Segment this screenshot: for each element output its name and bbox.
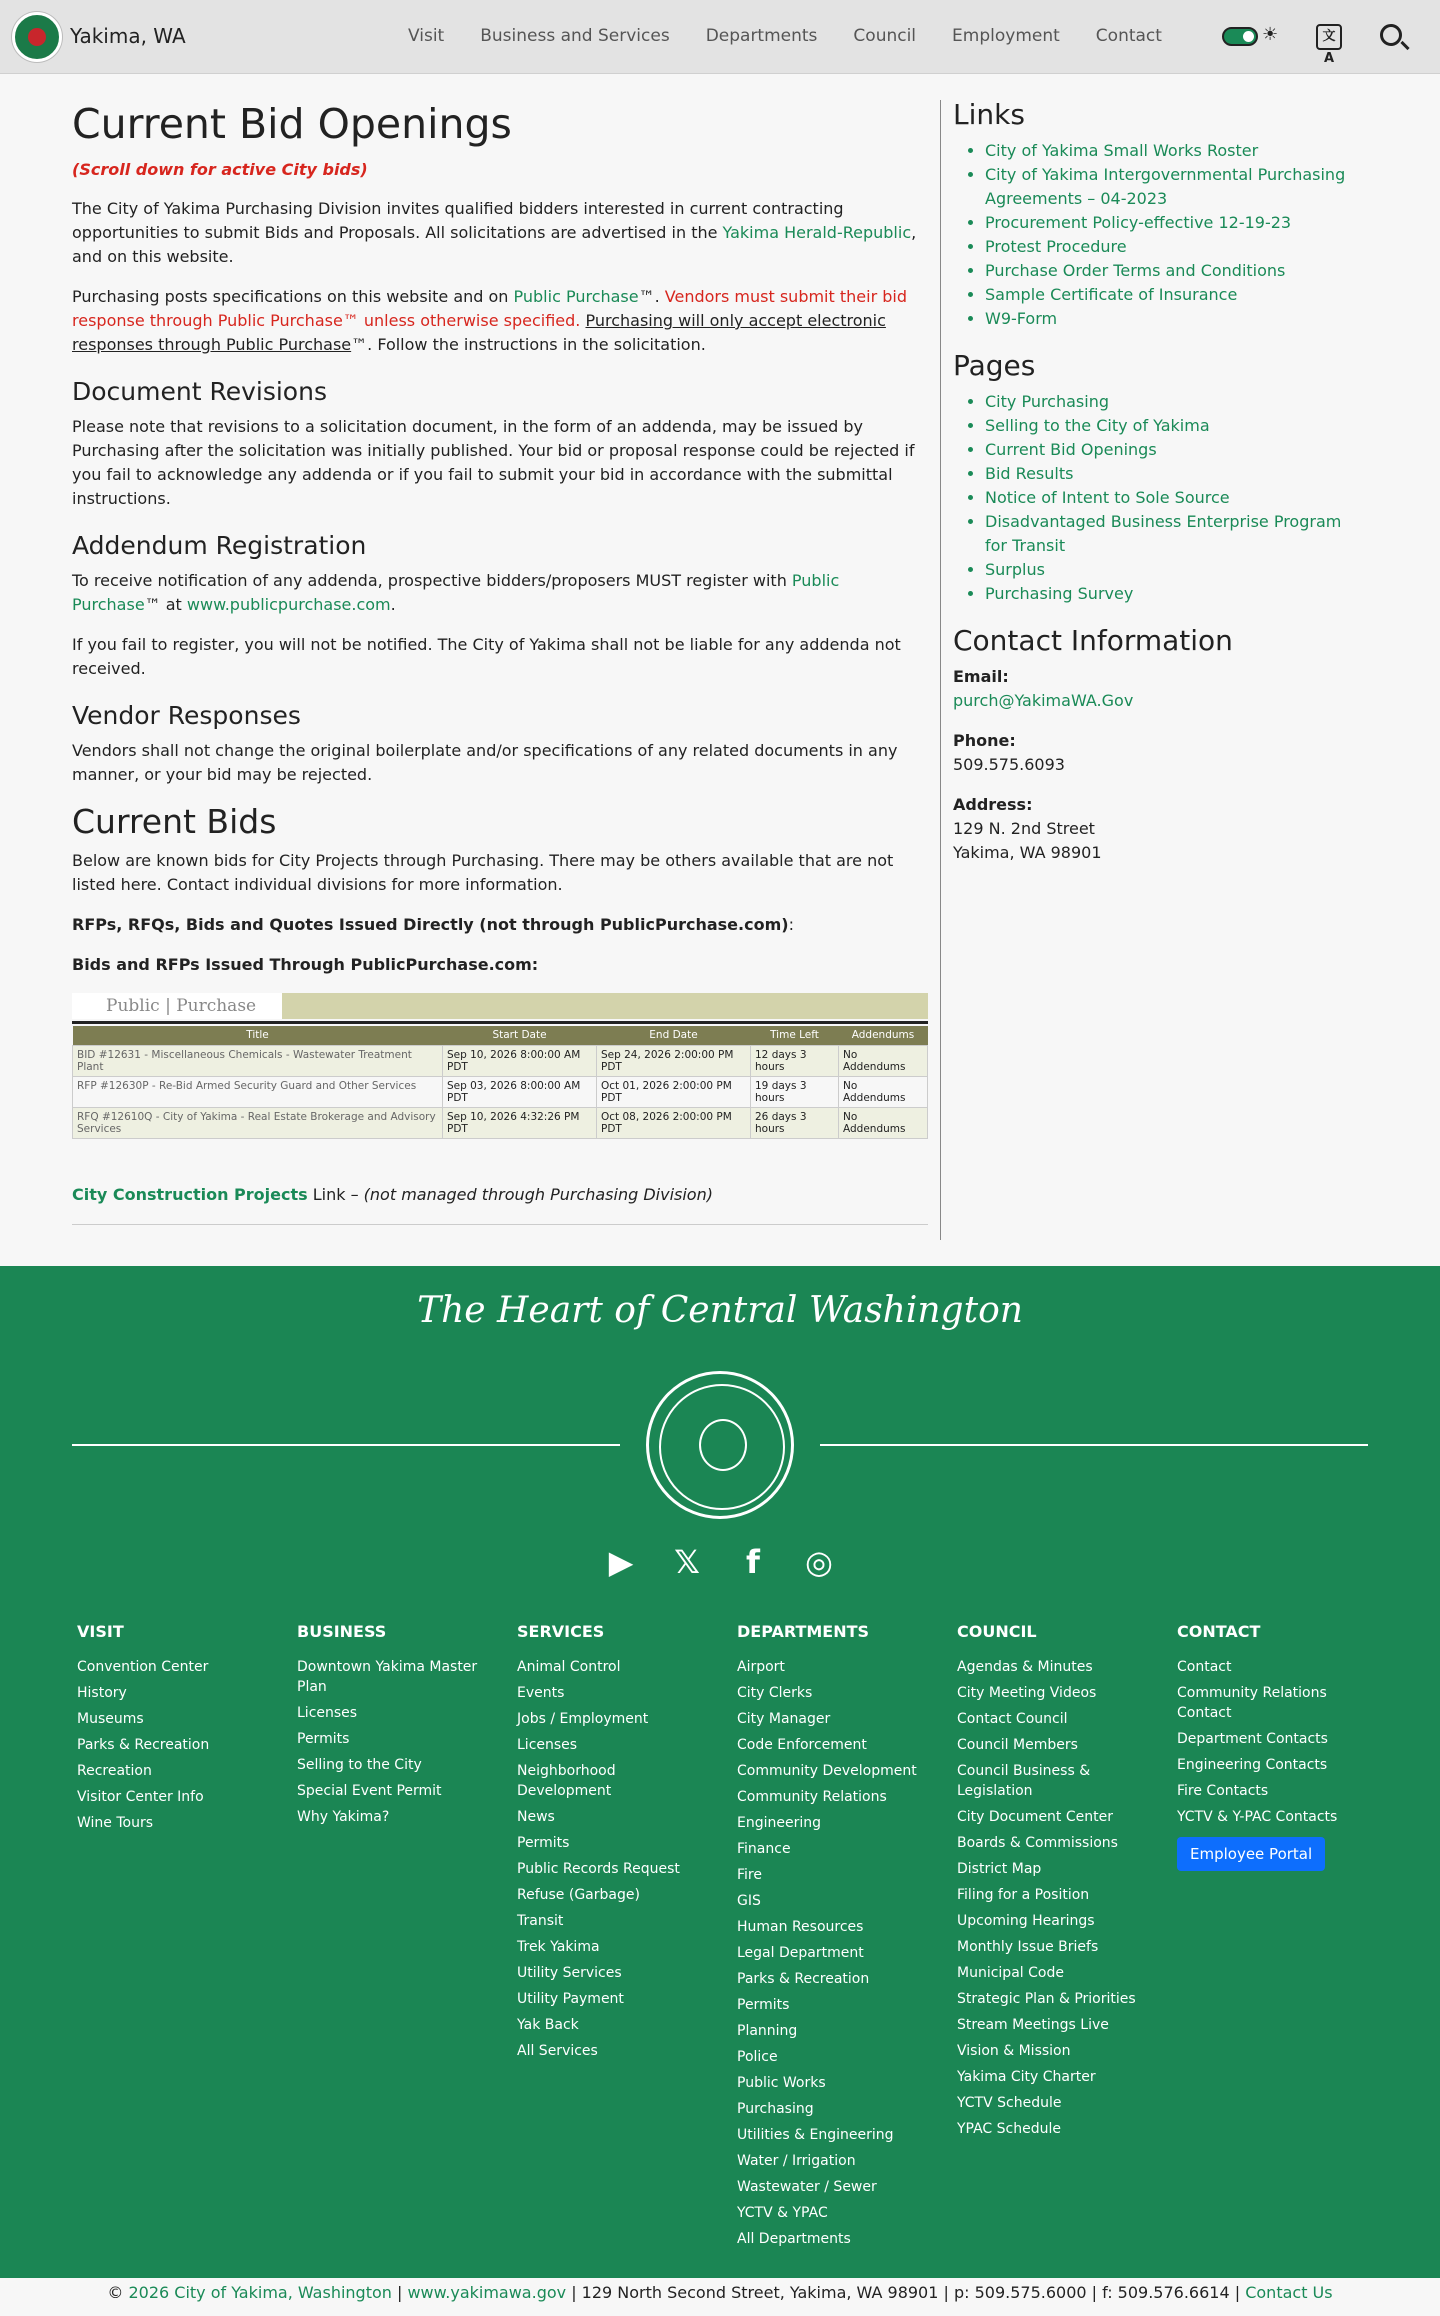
page-title: Current Bid Openings [72,100,512,148]
bid-end: Oct 08, 2026 2:00:00 PM PDT [597,1107,751,1138]
bid-title[interactable]: RFP #12630P - Re-Bid Armed Security Guard and Other Services [73,1076,443,1107]
footer-columns [77,1622,1397,2255]
footer-link[interactable]: Animal Control [517,1659,621,1675]
footer-link[interactable]: Licenses [297,1705,358,1721]
footer-col-heading: COUNCIL [957,1622,1037,1641]
footer-rule-right [820,1444,1368,1446]
bid-start: Sep 10, 2026 4:32:26 PM PDT [443,1107,597,1138]
footer-link[interactable]: Community Development [737,1763,917,1779]
footer-link[interactable]: Wastewater / Sewer [737,2179,877,2195]
sun-icon: ☀ [1262,24,1279,45]
footer-col-heading: VISIT [77,1622,124,1641]
doc-revisions-heading: Document Revisions [72,377,327,406]
footer-link[interactable]: City Meeting Videos [957,1685,1097,1701]
footer-link[interactable]: Yakima City Charter [957,2069,1096,2085]
footer-link[interactable]: Events [517,1685,565,1701]
page-city-purchasing[interactable]: • City Purchasing [985,390,1353,414]
footer-link[interactable]: Engineering [737,1815,821,1831]
links-heading: Links [953,98,1025,131]
address-line-2: Yakima, WA 98901 [953,843,1102,862]
bid-addendums: No Addendums [839,1107,928,1138]
nav-employment[interactable]: Employment [952,26,1060,46]
links-list [953,139,1353,331]
theme-toggle[interactable] [1222,27,1258,46]
vendor-responses-paragraph: Vendors shall not change the original boilerplate and/or specifications of any related documents in any manner, or your bid may be rejected. [72,741,898,784]
main-nav [408,26,1198,46]
footer-link[interactable]: Planning [737,2023,798,2039]
footer-link[interactable]: Convention Center [77,1659,209,1675]
footer-col-visit [77,1622,297,2255]
city-seal-logo[interactable] [12,12,62,62]
sidebar-divider [940,100,941,1240]
addendum-paragraph-2: If you fail to register, you will not be notified. The City of Yakima shall not be liable for any addenda not received. [72,635,901,678]
intro-paragraph: The City of Yakima Purchasing Division invites qualified bidders interested in current contracting opportunities to submit Bids and Proposals. All solicitations are advertised in the Yakima Herald-Republic, and on this website. [72,199,917,266]
footer-link[interactable]: YPAC Schedule [957,2121,1061,2137]
link-protest-procedure[interactable]: • Protest Procedure [985,235,1353,259]
footer-link[interactable]: Municipal Code [957,1965,1064,1981]
addendum-paragraph: To receive notification of any addenda, prospective bidders/proposers MUST register with Public Purchase™ at www.publicpurchase.com. [72,571,840,614]
footer-link[interactable]: News [517,1809,555,1825]
footer-link[interactable]: City Document Center [957,1809,1113,1825]
bid-time-left: 26 days 3 hours [751,1107,839,1138]
copyright-link[interactable]: 2026 City of Yakima, Washington [128,2283,392,2302]
footer-link[interactable]: Parks & Recreation [77,1737,210,1753]
footer-link[interactable]: Selling to the City [297,1757,422,1773]
footer-link[interactable]: Boards & Commissions [957,1835,1118,1851]
bid-addendums: No Addendums [839,1045,928,1076]
footer-link[interactable]: Yak Back [517,2017,579,2033]
footer-link[interactable]: City Clerks [737,1685,813,1701]
contact-us-link[interactable]: Contact Us [1245,2283,1333,2302]
page-current-bids[interactable]: • Current Bid Openings [985,438,1353,462]
divider [72,1224,928,1225]
doc-revisions-paragraph: Please note that revisions to a solicitation document, in the form of an addenda, may be issued by Purchasing after the solicitation was initially published. Your bid or proposal response could be rejected if you fail to acknowledge any addenda or if you fail to submit your bid in accordance with the submittal instructions. [72,417,915,508]
col-time-left[interactable]: Time Left [751,1026,839,1045]
page-sole-source[interactable]: • Notice of Intent to Sole Source [985,486,1353,510]
footer-link[interactable]: YCTV & YPAC [737,2205,828,2221]
phone-value: 509.575.6093 [953,755,1065,774]
footer-link[interactable]: Why Yakima? [297,1809,390,1825]
main-content [72,100,928,1225]
footer-col-heading: CONTACT [1177,1622,1261,1641]
page-bid-results[interactable]: • Bid Results [985,462,1353,486]
link-procurement-policy[interactable]: • Procurement Policy-effective 12-19-23 [985,211,1353,235]
footer-link[interactable]: Public Records Request [517,1861,680,1877]
footer-col-contact [1177,1622,1397,2255]
footer-link[interactable]: Fire Contacts [1177,1783,1269,1799]
bid-start: Sep 10, 2026 8:00:00 AM PDT [443,1045,597,1076]
phone-label: Phone: [953,731,1016,750]
link-w9[interactable]: • W9-Form [985,307,1353,331]
bids-table [72,1026,928,1139]
footer-link[interactable]: Legal Department [737,1945,864,1961]
bid-time-left: 12 days 3 hours [751,1045,839,1076]
nav-visit[interactable]: Visit [408,26,445,46]
instagram-icon[interactable]: ◎ [805,1543,833,1581]
x-icon[interactable]: 𝕏 [674,1543,700,1581]
scroll-note: (Scroll down for active City bids) [72,160,368,179]
footer-link[interactable]: Monthly Issue Briefs [957,1939,1099,1955]
footer-link[interactable]: Trek Yakima [517,1939,600,1955]
footer-link[interactable]: Code Enforcement [737,1737,867,1753]
page-surplus[interactable]: • Surplus [985,558,1353,582]
search-icon[interactable] [1380,24,1402,46]
pages-list [953,390,1353,606]
footer-link[interactable]: Purchasing [737,2101,814,2117]
table-row[interactable] [73,1045,928,1076]
bid-title[interactable]: RFQ #12610Q - City of Yakima - Real Estate Brokerage and Advisory Services [73,1107,443,1138]
site-footer [0,1266,1440,2278]
footer-link[interactable]: Engineering Contacts [1177,1757,1328,1773]
current-bids-paragraph: Below are known bids for City Projects through Purchasing. There may be others available that are not listed here. Contact individual divisions for more information. [72,851,894,894]
copyright-bar: © 2026 City of Yakima, Washington | www.yakimawa.gov | 129 North Second Street, Yakima, WA 98901 | p: 509.575.6000 | f: 509.576.6614 | Contact Us [0,2278,1440,2316]
footer-link[interactable]: History [77,1685,127,1701]
footer-rule-left [72,1444,620,1446]
footer-link[interactable]: Downtown Yakima Master Plan [297,1659,478,1695]
site-header [0,0,1440,74]
footer-link[interactable]: Community Relations [737,1789,887,1805]
construction-projects-link[interactable]: City Construction Projects [72,1184,308,1204]
footer-link[interactable]: Utility Services [517,1965,622,1981]
footer-link[interactable]: District Map [957,1861,1042,1877]
rfp-pp-label: Bids and RFPs Issued Through PublicPurchase.com: [72,955,539,974]
footer-link[interactable]: City Manager [737,1711,831,1727]
youtube-icon[interactable]: ▶ [608,1543,634,1581]
link-small-works[interactable]: • City of Yakima Small Works Roster [985,139,1353,163]
addendum-heading: Addendum Registration [72,531,367,560]
footer-link[interactable]: Special Event Permit [297,1783,442,1799]
footer-link[interactable]: Permits [517,1835,570,1851]
footer-col-heading: DEPARTMENTS [737,1622,870,1641]
footer-link[interactable]: All Departments [737,2231,851,2247]
footer-link[interactable]: Human Resources [737,1919,864,1935]
footer-link[interactable]: Community Relations Contact [1177,1685,1327,1721]
col-title[interactable]: Title [73,1026,443,1045]
footer-link[interactable]: Filing for a Position [957,1887,1090,1903]
city-seal-icon [646,1371,794,1519]
nav-contact[interactable]: Contact [1095,26,1162,46]
footer-link[interactable]: All Services [517,2043,598,2059]
publicpurchase-url-link[interactable]: www.publicpurchase.com [186,595,391,614]
footer-link[interactable]: Water / Irrigation [737,2153,856,2169]
facebook-icon[interactable]: f [746,1543,760,1581]
footer-link[interactable]: GIS [737,1893,761,1909]
public-purchase-link[interactable]: Public Purchase [513,287,639,306]
bid-end: Oct 01, 2026 2:00:00 PM PDT [597,1076,751,1107]
site-name[interactable]: Yakima, WA [70,24,186,48]
footer-link[interactable]: Stream Meetings Live [957,2017,1109,2033]
current-bids-heading: Current Bids [72,802,277,841]
footer-link[interactable]: Wine Tours [77,1815,154,1831]
footer-link[interactable]: Finance [737,1841,791,1857]
link-po-terms[interactable]: • Purchase Order Terms and Conditions [985,259,1353,283]
footer-link[interactable]: Contact [1177,1659,1232,1675]
nav-departments[interactable]: Departments [705,26,818,46]
footer-link[interactable]: Vision & Mission [957,2043,1071,2059]
footer-col-heading: SERVICES [517,1622,605,1641]
footer-link[interactable]: Council Business & Legislation [957,1763,1091,1799]
public-purchase-paragraph: Purchasing posts specifications on this website and on Public Purchase™. Vendors must submit their bid response through Public Purchase™ unless otherwise specified. Purchasing will only accept electronic responses through Public Purchase™. Follow the instructions in the solicitation. [72,287,907,354]
yakima-herald-link[interactable]: Yakima Herald-Republic [722,223,912,242]
bid-addendums: No Addendums [839,1076,928,1107]
footer-col-departments [737,1622,957,2255]
footer-link[interactable]: Transit [517,1913,564,1929]
public-purchase-link-2[interactable]: Public Purchase [72,571,840,614]
table-row[interactable] [73,1107,928,1138]
footer-link[interactable]: Fire [737,1867,762,1883]
footer-link[interactable]: Utility Payment [517,1991,624,2007]
link-insurance[interactable]: • Sample Certificate of Insurance [985,283,1353,307]
footer-link[interactable]: Recreation [77,1763,152,1779]
nav-business[interactable]: Business and Services [480,26,670,46]
bid-start: Sep 03, 2026 8:00:00 AM PDT [443,1076,597,1107]
table-row[interactable] [73,1076,928,1107]
sidebar [953,98,1353,881]
pages-heading: Pages [953,349,1036,382]
footer-link[interactable]: Upcoming Hearings [957,1913,1095,1929]
footer-tagline: The Heart of Central Washington [417,1290,1023,1331]
col-start[interactable]: Start Date [443,1026,597,1045]
footer-link[interactable]: Refuse (Garbage) [517,1887,640,1903]
link-intergov-agreements[interactable]: • City of Yakima Intergovernmental Purchasing Agreements – 04-2023 [985,163,1353,211]
footer-link[interactable]: Parks & Recreation [737,1971,870,1987]
nav-council[interactable]: Council [853,26,917,46]
footer-link[interactable]: Visitor Center Info [77,1789,204,1805]
footer-link[interactable]: Museums [77,1711,144,1727]
bid-time-left: 19 days 3 hours [751,1076,839,1107]
footer-link[interactable]: Contact Council [957,1711,1068,1727]
footer-link[interactable]: Airport [737,1659,785,1675]
col-addendums[interactable]: Addendums [839,1026,928,1045]
public-purchase-widget [72,993,928,1139]
bid-end: Sep 24, 2026 2:00:00 PM PDT [597,1045,751,1076]
footer-link[interactable]: Utilities & Engineering [737,2127,894,2143]
rfp-direct-label: RFPs, RFQs, Bids and Quotes Issued Directly (not through PublicPurchase.com): [72,915,794,934]
page-dbe[interactable]: • Disadvantaged Business Enterprise Program for Transit [985,510,1353,558]
email-link[interactable]: purch@YakimaWA.Gov [953,691,1134,710]
footer-link[interactable]: Neighborhood Development [517,1763,616,1799]
footer-col-heading: BUSINESS [297,1622,387,1641]
table-header-row [73,1026,928,1045]
contact-heading: Contact Information [953,624,1233,657]
footer-link[interactable]: Permits [737,1997,790,2013]
page-survey[interactable]: • Purchasing Survey [985,582,1353,606]
page-selling[interactable]: • Selling to the City of Yakima [985,414,1353,438]
footer-col-council [957,1622,1177,2255]
social-links [0,1542,1440,1582]
address-label: Address: [953,795,1033,814]
bid-title[interactable]: BID #12631 - Miscellaneous Chemicals - Wastewater Treatment Plant [73,1045,443,1076]
website-link[interactable]: www.yakimawa.gov [407,2283,567,2302]
footer-link[interactable]: Agendas & Minutes [957,1659,1093,1675]
footer-link[interactable]: Department Contacts [1177,1731,1328,1747]
footer-col-services [517,1622,737,2255]
employee-portal-button[interactable]: Employee Portal [1177,1837,1325,1871]
footer-link[interactable]: Licenses [517,1737,578,1753]
vendor-responses-heading: Vendor Responses [72,701,301,730]
footer-link[interactable]: Council Members [957,1737,1078,1753]
col-end[interactable]: End Date [597,1026,751,1045]
construction-projects-line: City Construction Projects Link – (not managed through Purchasing Division) [72,1184,713,1204]
public-purchase-logo: Public | Purchase [72,993,282,1019]
address-line-1: 129 N. 2nd Street [953,819,1095,838]
footer-col-business [297,1622,517,2255]
footer-link[interactable]: Public Works [737,2075,826,2091]
footer-link[interactable]: YCTV Schedule [957,2095,1062,2111]
email-label: Email: [953,667,1009,686]
footer-link[interactable]: Strategic Plan & Priorities [957,1991,1136,2007]
footer-link[interactable]: Permits [297,1731,350,1747]
footer-link[interactable]: Police [737,2049,778,2065]
footer-link[interactable]: YCTV & Y-PAC Contacts [1177,1809,1338,1825]
footer-link[interactable]: Jobs / Employment [517,1711,649,1727]
translate-icon[interactable]: 文A [1316,24,1342,50]
